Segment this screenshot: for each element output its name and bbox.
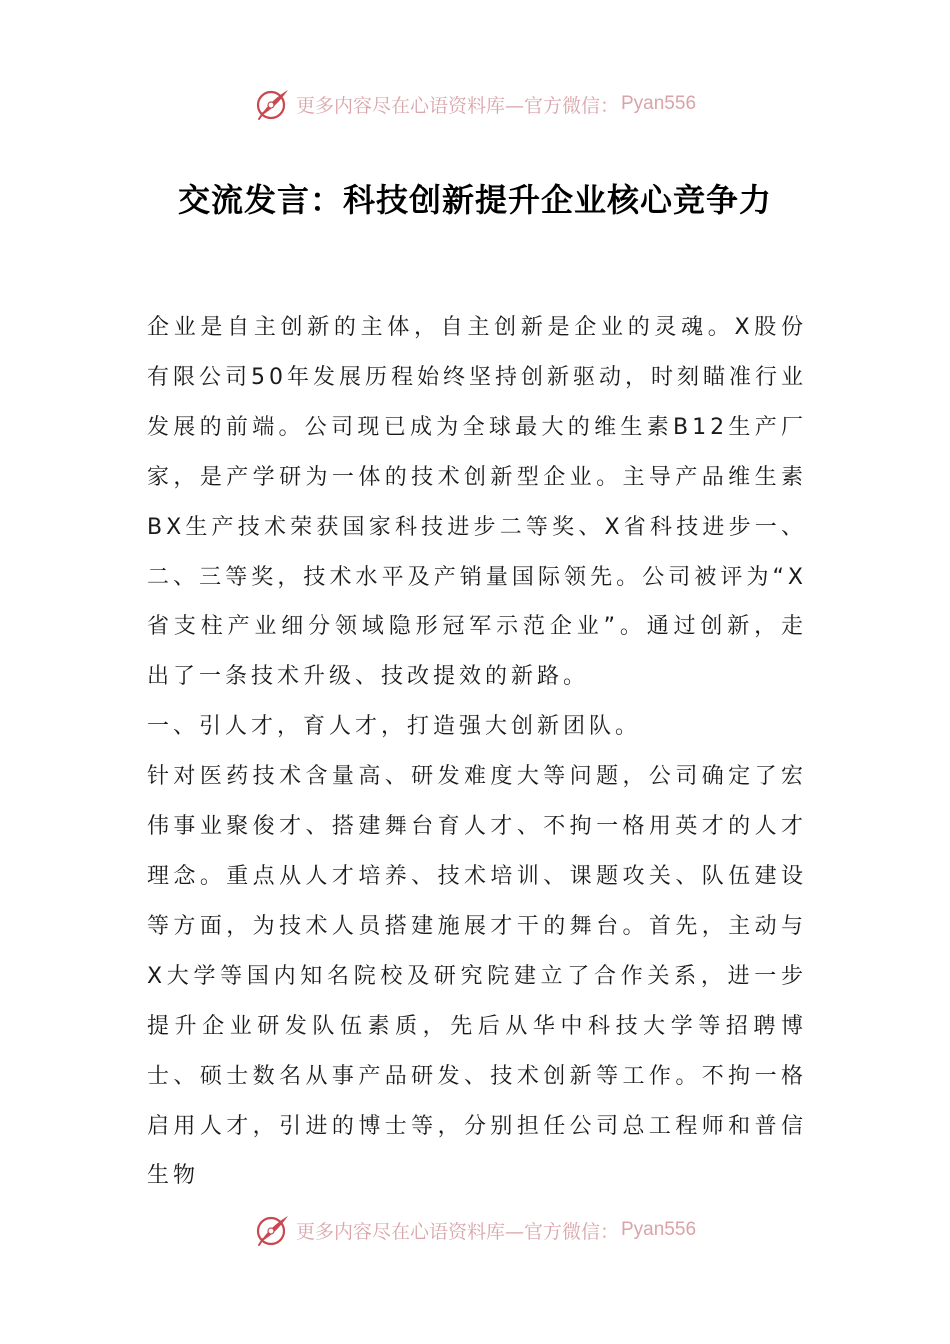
section-heading-1: 一、引人才，育人才，打造强大创新团队。 <box>147 714 642 740</box>
watermark-banner-bottom <box>0 1210 950 1250</box>
watermark-text: 更多内容尽在心语资料库—官方微信： <box>295 1220 619 1243</box>
watermark-text: 更多内容尽在心语资料库—官方微信： <box>295 94 619 117</box>
watermark-banner-top <box>0 84 950 124</box>
paragraph-talent: 针对医药技术含量高、研发难度大等问题，公司确定了宏伟事业聚俊才、搭建舞台育人才、不拘一格用英才的人才理念。重点从人才培养、技术培训、课题攻关、队伍建设等方面，为技术人员搭建施展才干的舞台。首先，主动与X大学等国内知名院校及研究院建立了合作关系，进一步提升企业研发队伍素质，先后从华中科技大学等招聘博士、硕士数名从事产品研发、技术创新等工作。不拘一格启用人才，引进的博士等，分别担任公司总工程师和普信生物 <box>147 764 807 1189</box>
watermark-wechat-id: Pyan556 <box>621 1219 697 1240</box>
watermark-wechat-id: Pyan556 <box>621 93 697 114</box>
paragraph-intro: 企业是自主创新的主体，自主创新是企业的灵魂。X股份有限公司50年发展历程始终坚持创新驱动，时刻瞄准行业发展的前端。公司现已成为全球最大的维生素B12生产厂家，是产学研为一体的技术创新型企业。主导产品维生素BX生产技术荣获国家科技进步二等奖、X省科技进步一、二、三等奖，技术水平及产销量国际领先。公司被评为“X省支柱产业细分领域隐形冠军示范企业”。通过创新，走出了一条技术升级、技改提效的新路。 <box>147 315 807 690</box>
quill-pen-icon <box>254 86 292 122</box>
document-title: 交流发言：科技创新提升企业核心竞争力 <box>177 181 772 219</box>
document-body <box>147 303 807 1201</box>
quill-pen-icon <box>254 1212 292 1248</box>
